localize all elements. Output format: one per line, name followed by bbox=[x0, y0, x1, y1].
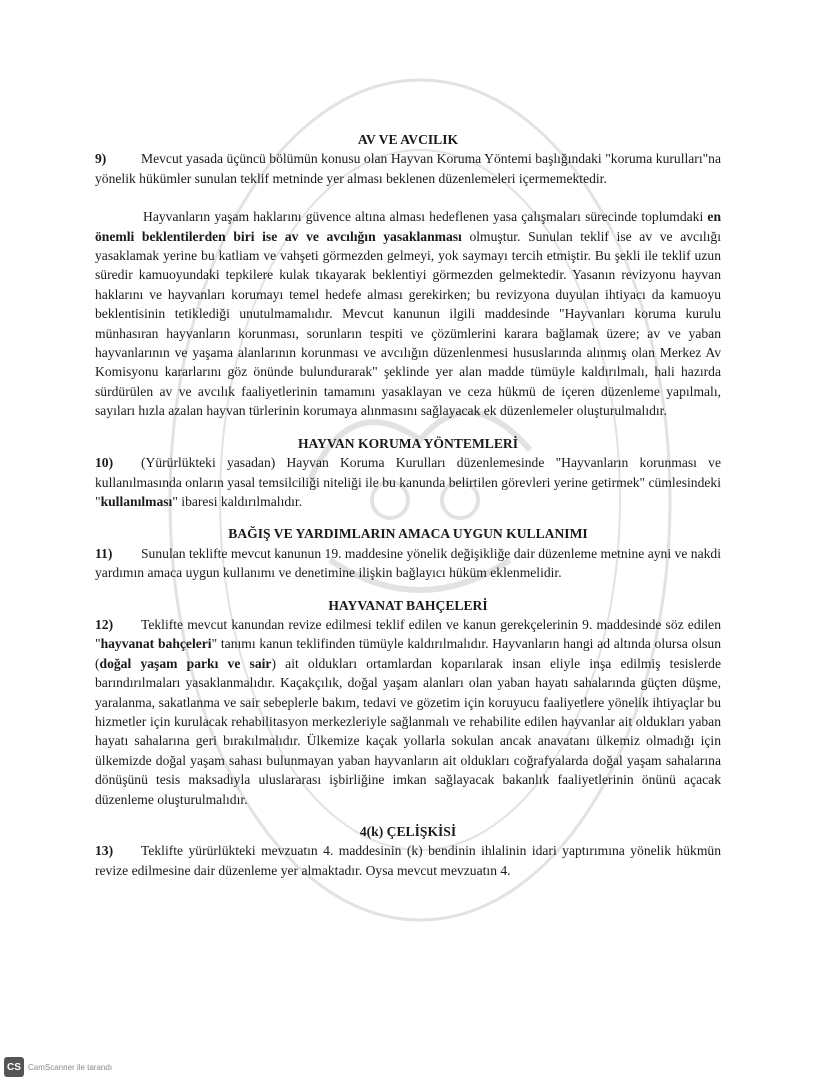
paragraph: 11) Sunulan teklifte mevcut kanunun 19. maddesine yönelik değişikliğe dair düzenleme metnine ayni ve nakdi yardımın amaca uygun kullanımı ve denetimine ilişkin bağlayıcı hüküm eklenmelidir. bbox=[95, 545, 721, 581]
section-title: HAYVANAT BAHÇELERİ bbox=[328, 597, 488, 613]
section-11 bbox=[95, 524, 721, 582]
emphasis: en önemli beklentilerden biri ise av ve avcılığın yasaklanması bbox=[95, 209, 721, 244]
paragraph: 10) (Yürürlükteki yasadan) Hayvan Koruma Kurulları düzenlemesinde "Hayvanların korunması ve kullanılmasında onların yasal temsilciliği niteliği ile bu kanunda belirtilen görevleri yerine getirmek" cümlesindeki "kullanılması" ibaresi kaldırılmalıdır. bbox=[95, 455, 721, 509]
item-number: 13) bbox=[95, 843, 114, 859]
paragraph: Hayvanların yaşam haklarını güvence altına alması hedeflenen yasa çalışmaları sürecinde toplumdaki en önemli beklentilerden biri ise av ve avcılığın yasaklanması olmuştur. Sunulan teklif ise av ve avcılığı yasaklamak yerine bu katliam ve vahşeti görmezden gelmeyi, yok saymayı tercih etmiştir. Bu şekli ile teklif uzun süredir kamuoyundaki tepkilere kulak tıkayarak beklentiyi görmezden gelmektedir. Yasanın revizyonu hayvan haklarını ve hayvanları korumayı temel hedefe alması gerekirken; bu revizyona duyulan ihtiyacı da kamuoyu beklentisinin tetiklediği unutulmamalıdır. Mevcut kanunun ilgili maddesinde "Hayvanları koruma kurulu münhasıran hayvanların korunması, sorunların tespiti ve çözümlerini karara bağlamak üzere; av ve yaban hayvanlarının ve yaşama alanlarının korunması ve avcılığın düzenlenmesi hususlarında alınmış olan Merkez Av Komisyonu kararlarını göz önünde bulundurarak" şeklinde yer alan madde tümüyle kaldırılmalı, hali hazırda sürdürülen av ve avcılık faaliyetlerinin tamamını yasaklayan ve ceza hükmü de içeren düzenleme yapılmalı, sayıları hızla azalan hayvan türlerinin korumaya alınmasını sağlayacak ek düzenlemeler oluşturulmalıdır. bbox=[95, 209, 721, 419]
scanner-text: CamScanner ile tarandı bbox=[28, 1062, 113, 1072]
section-10 bbox=[95, 434, 721, 512]
paragraph: 13) Teklifte yürürlükteki mevzuatın 4. maddesinin (k) bendinin ihlalinin idari yaptırımına yönelik hükmün revize edilmesine dair düzenleme yer almaktadır. Oysa mevcut mevzuatın 4. bbox=[95, 843, 721, 878]
section-title: 4(k) ÇELİŞKİSİ bbox=[359, 824, 457, 839]
section-title: AV VE AVCILIK bbox=[357, 132, 459, 147]
section-title: BAĞIŞ VE YARDIMLARIN AMACA UYGUN KULLANIMI bbox=[228, 526, 588, 542]
section-13 bbox=[95, 822, 721, 880]
item-number: 12) bbox=[95, 616, 114, 632]
section-title: HAYVAN KORUMA YÖNTEMLERİ bbox=[297, 435, 519, 451]
scanner-footer bbox=[4, 1057, 112, 1077]
paragraph: 12) Teklifte mevcut kanundan revize edilmesi teklif edilen ve kanun gerekçelerinin 9. maddesinde söz edilen "hayvanat bahçeleri" tanımı kanun teklifinden tümüyle kaldırılmalıdır. Hayvanların hangi ad altında olursa olsun (doğal yaşam parkı ve sair) ait oldukları ortamlardan koparılarak insan eliyle inşa edilmiş tesislerde barındırılmaları yasaklanmalıdır. Kaçakçılık, doğal yaşam alanları olan yaban hayatı sahalarında güçten düşme, yaralanma, sakatlanma ve sair sebeplerle bakım, tedavi ve gözetim için koruyucu faaliyetlere yönelik ihtiyaçlar bu hizmetler için kurulacak rehabilitasyon merkezleriyle sağlanmalı ve rehabilite edilen hayvanlar ait oldukları yaban hayatı sahalarına geri bırakılmalıdır. Ülkemize kaçak yollarla sokulan ancak anavatanı ülkemiz olmadığı için ülkemizde doğal yaşam sahası bulunmayan yaban hayvanların ait oldukları coğrafyalarda doğal yaşam sahalarına dönüşünü tesis maksadıyla uluslararası işbirliğine imkan sağlayacak bakanlık faaliyetlerinin önünü açacak düzenleme oluşturulmalıdır. bbox=[95, 616, 722, 807]
emphasis: kullanılması bbox=[100, 493, 173, 509]
emphasis: doğal yaşam parkı ve sair bbox=[99, 655, 272, 671]
section-12 bbox=[95, 596, 721, 809]
item-number: 10) bbox=[95, 455, 114, 471]
emphasis: hayvanat bahçeleri bbox=[100, 636, 212, 652]
item-number: 11) bbox=[95, 545, 113, 561]
document-body bbox=[95, 130, 721, 880]
paragraph: 9) Mevcut yasada üçüncü bölümün konusu olan Hayvan Koruma Yöntemi başlığındaki "koruma kurulları"na yönelik hükümler sunulan teklif metninde yer alması beklenen düzenlemeleri içermemektedir. bbox=[95, 151, 721, 186]
camscanner-logo-icon: CS bbox=[4, 1057, 24, 1077]
item-number: 9) bbox=[95, 151, 107, 167]
section-9 bbox=[95, 130, 721, 421]
